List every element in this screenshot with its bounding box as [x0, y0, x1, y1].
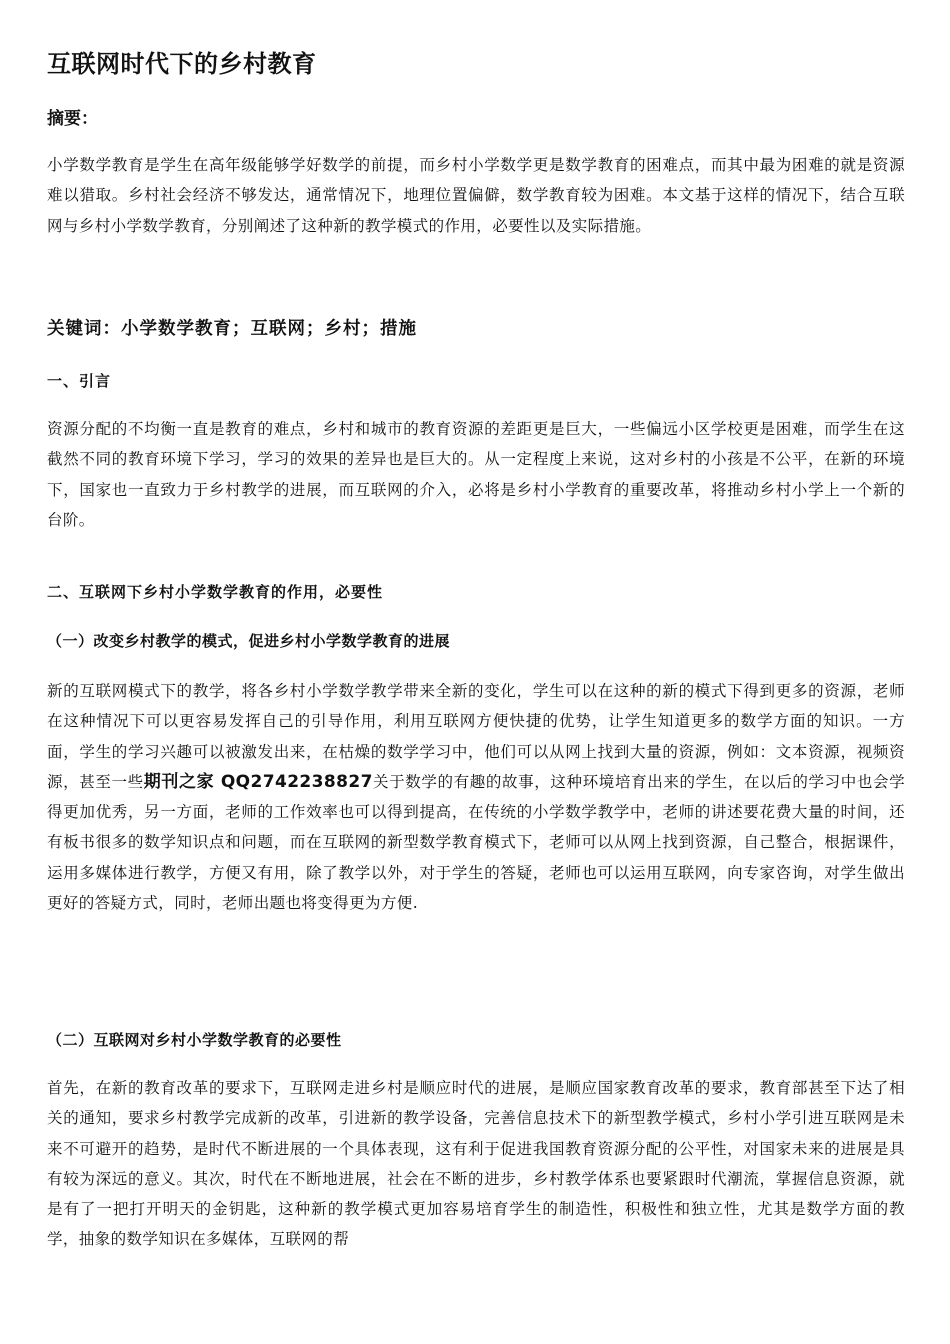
section2-sub2-text: 首先，在新的教育改革的要求下，互联网走进乡村是顺应时代的进展，是顺应国家教育改革的要求，教育部甚至下达了相关的通知，要求乡村教学完成新的改革，引进新的教学设备，完善信息技术下的新型教学模式，乡村小学引进互联网是未来不可避开的趋势，是时代不断进展的一个具体表现，这有利于促进我国教育资源分配的公平性，对国家未来的进展是具有较为深远的意义。其次，时代在不断地进展，社会在不断的进步，乡村教学体系也要紧跟时代潮流，掌握信息资源，就是有了一把打开明天的金钥匙，这种新的教学模式更加容易培育学生的制造性，积极性和独立性，尤其是数学方面的教学，抽象的数学知识在多媒体，互联网的帮 — [47, 1079, 905, 1249]
abstract-heading: 摘要： — [47, 109, 98, 129]
section2-heading: 二、互联网下乡村小学数学教育的作用，必要性 — [47, 583, 384, 601]
document-title: 互联网时代下的乡村教育 — [47, 50, 317, 78]
section1-heading: 一、引言 — [47, 372, 112, 390]
sub1-text-before: 新的互联网模式下的教学，将各乡村小学数学教学带来全新的变化，学生可以在这种的新的模式下得到更多的资源，老师在这种情况下可以更容易发挥自己的引导作用，利用互联网方便快捷的优势，让学生知道更多的数学方面的知识。一方面，学生的学习兴趣可以被激发出来，在枯燥的数学学习中，他们可以从网上找到大量的资源，例如：文本资源，视频资源，甚至一些 — [47, 682, 905, 791]
section2-sub1-heading: （一）改变乡村教学的模式，促进乡村小学数学教育的进展 — [47, 632, 451, 650]
keywords-text: 小学数学教育；互联网；乡村；措施 — [121, 319, 417, 339]
keywords-label: 关键词： — [47, 319, 121, 339]
abstract-text: 小学数学教育是学生在高年级能够学好数学的前提，而乡村小学数学更是数学教育的困难点，而其中最为困难的就是资源难以猎取。乡村社会经济不够发达，通常情况下，地理位置偏僻，数学教育较为困难。本文基于这样的情况下，结合互联网与乡村小学数学教育，分别阐述了这种新的教学模式的作用，必要性以及实际措施。 — [47, 156, 905, 235]
section1-text: 资源分配的不均衡一直是教育的难点，乡村和城市的教育资源的差距更是巨大，一些偏远小区学校更是困难，而学生在这截然不同的教育环境下学习，学习的效果的差异也是巨大的。从一定程度上来说，这对乡村的小孩是不公平，在新的环境下，国家也一直致力于乡村教学的进展，而互联网的介入，必将是乡村小学教育的重要改革，将推动乡村小学上一个新的台阶。 — [47, 420, 905, 529]
section2-sub2-heading: （二）互联网对乡村小学数学教育的必要性 — [47, 1031, 342, 1049]
sub1-text-after: 关于数学的有趣的故事，这种环境培育出来的学生，在以后的学习中也会学得更加优秀，另一方面，老师的工作效率也可以得到提高，在传统的小学数学教学中，老师的讲述要花费大量的时间，还有板书很多的数学知识点和问题，而在互联网的新型数学教育模式下，老师可以从网上找到资源，自己整合，根据课件，运用多媒体进行教学，方便又有用，除了教学以外，对于学生的答疑，老师也可以运用互联网，向专家咨询，对学生做出更好的答疑方式，同时，老师出题也将变得更为方便. — [47, 772, 905, 913]
section2-sub1-text — [47, 676, 905, 918]
keywords — [47, 315, 417, 340]
journal-watermark-text: 期刊之家 QQ2742238827 — [143, 771, 373, 792]
